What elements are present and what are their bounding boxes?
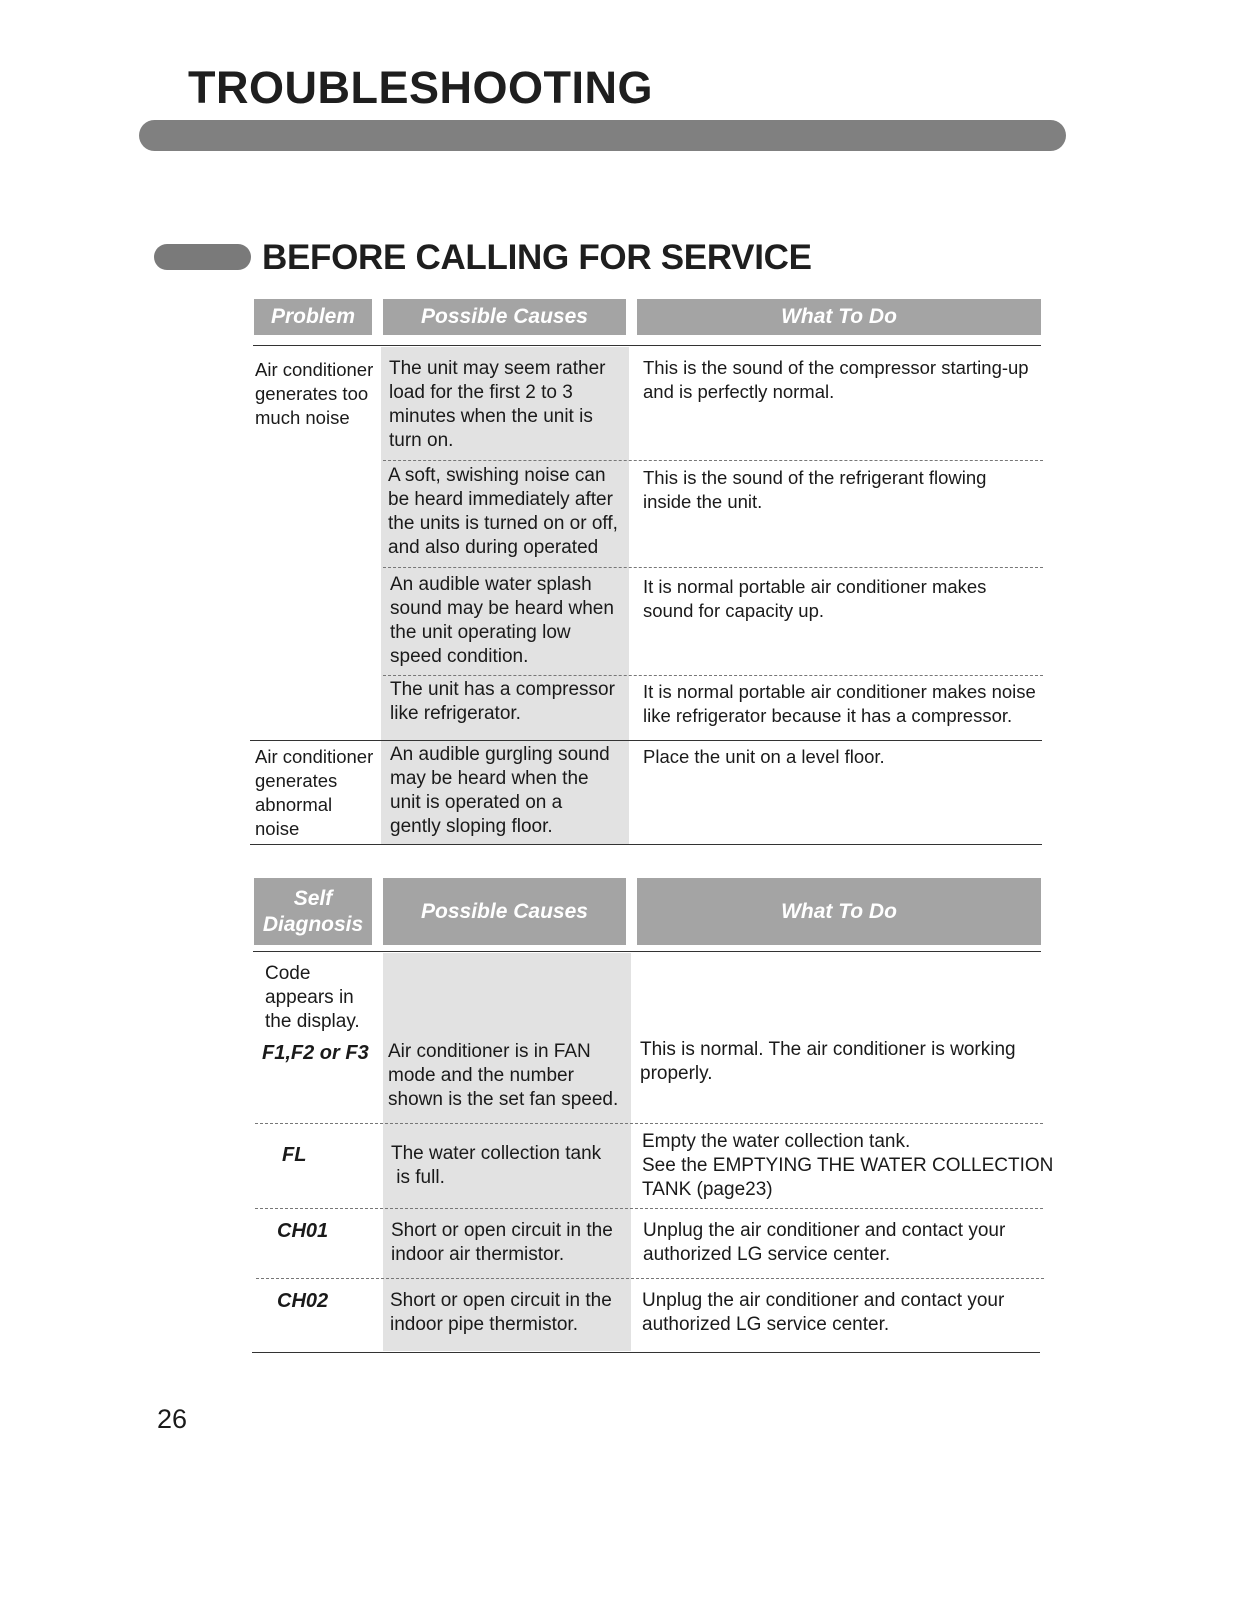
- cause-cell: The unit has a compressor like refrigerator.: [390, 679, 615, 724]
- action-cell: Unplug the air conditioner and contact your authorized LG service center.: [643, 1220, 1006, 1265]
- header-possible-causes: Possible Causes: [383, 299, 626, 335]
- action-cell: Empty the water collection tank. See the EMPTYING THE WATER COLLECTION TANK (page23): [642, 1131, 1054, 1200]
- group-divider: [250, 740, 1042, 741]
- action-cell: It is normal portable air conditioner makes sound for capacity up.: [643, 576, 987, 621]
- cause-cell: Short or open circuit in the indoor air thermistor.: [391, 1220, 613, 1265]
- action-cell: This is the sound of the compressor starting-up and is perfectly normal.: [643, 357, 1029, 402]
- header-problem: Problem: [254, 299, 372, 335]
- cause-cell: Air conditioner is in FAN mode and the number shown is the set fan speed.: [388, 1041, 619, 1110]
- problem-cell: Air conditioner generates too much noise: [255, 359, 374, 428]
- header-what-to-do: What To Do: [637, 878, 1041, 945]
- table-bottom-rule: [250, 844, 1042, 845]
- error-code: F1,F2 or F3: [262, 1042, 369, 1064]
- problem-cell: Air conditioner generates abnormal noise: [255, 746, 374, 839]
- page-title: TROUBLESHOOTING: [188, 62, 653, 113]
- error-code: CH02: [277, 1290, 329, 1312]
- header-self-diagnosis: Self Diagnosis: [254, 878, 372, 945]
- table-top-rule: [253, 345, 1041, 346]
- cause-cell: An audible water splash sound may be heard when the unit operating low speed condition.: [390, 574, 614, 667]
- row-divider: [383, 675, 1043, 676]
- row-divider: [255, 1123, 1043, 1124]
- row-divider: [255, 1208, 1043, 1209]
- row-divider: [256, 1278, 1044, 1279]
- cause-cell: A soft, swishing noise can be heard immediately after the units is turned on or off, and also during operated: [388, 465, 618, 558]
- header-what-to-do: What To Do: [637, 299, 1041, 335]
- section-heading: BEFORE CALLING FOR SERVICE: [262, 238, 812, 277]
- cause-cell: The water collection tank is full.: [391, 1143, 602, 1188]
- error-code: FL: [282, 1144, 307, 1166]
- title-underline-bar: [139, 120, 1066, 151]
- error-code: CH01: [277, 1220, 329, 1242]
- row-divider: [383, 460, 1043, 461]
- row-divider: [383, 567, 1043, 568]
- header-possible-causes: Possible Causes: [383, 878, 626, 945]
- section-marker-pill: [154, 244, 251, 270]
- code-intro-text: Code appears in the display.: [265, 963, 360, 1032]
- page-number: 26: [157, 1404, 188, 1434]
- cause-cell: The unit may seem rather load for the first 2 to 3 minutes when the unit is turn on.: [389, 358, 606, 451]
- action-cell: This is normal. The air conditioner is working properly.: [640, 1039, 1016, 1084]
- action-cell: Place the unit on a level floor.: [643, 746, 885, 767]
- action-cell: Unplug the air conditioner and contact your authorized LG service center.: [642, 1290, 1005, 1335]
- cause-cell: Short or open circuit in the indoor pipe thermistor.: [390, 1290, 612, 1335]
- action-cell: It is normal portable air conditioner makes noise like refrigerator because it has a compressor.: [643, 681, 1036, 726]
- action-cell: This is the sound of the refrigerant flowing inside the unit.: [643, 467, 987, 512]
- cause-cell: An audible gurgling sound may be heard when the unit is operated on a gently sloping floor.: [390, 744, 610, 837]
- table-bottom-rule: [252, 1352, 1040, 1353]
- table-top-rule: [253, 951, 1041, 952]
